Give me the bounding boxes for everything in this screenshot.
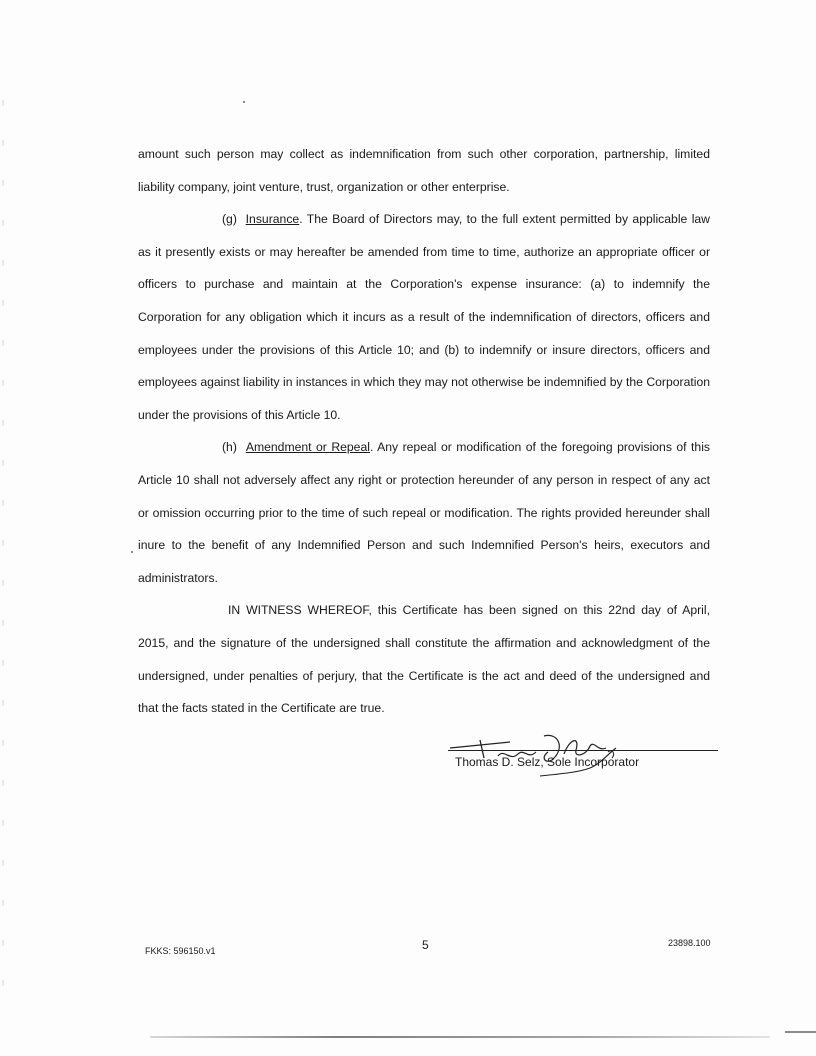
paragraph-witness: IN WITNESS WHEREOF, this Certificate has been signed on this 22nd day of April, 2015, and the signature of the undersigned shall constitute the affirmation and acknowledgment of the undersigned, under penalties of perjury, that the Certificate is the act and deed of the undersigned and that the facts stated in the Certificate are true. bbox=[138, 603, 710, 716]
signature-line bbox=[448, 750, 718, 751]
scan-edge-marks bbox=[2, 100, 4, 1000]
section-heading-amendment: Amendment or Repeal bbox=[245, 440, 370, 455]
section-heading-insurance: Insurance bbox=[245, 212, 300, 227]
paragraph-label: (g) bbox=[222, 212, 237, 227]
paragraph-insurance bbox=[138, 203, 710, 431]
footer-document-id: FKKS: 596150.v1 bbox=[145, 946, 216, 956]
paragraph-text: . The Board of Directors may, to the full extent permitted by applicable law as it presently exists or may hereafter be amended from time to time, authorize an appropriate officer or officers to purchase and maintain at the Corporation's expense insurance: (a) to indemnify the Corporation for any obligation which it incurs as a result of the indemnification of directors, officers and employees under the provisions of this Article 10; and (b) to indemnify or insure directors, officers and employees against liability in instances in which they may not otherwise be indemnified by the Corporation under the provisions of this Article 10. bbox=[138, 212, 710, 422]
document-body bbox=[138, 138, 710, 725]
scan-bottom-edge bbox=[785, 1031, 816, 1033]
paragraph-text: . Any repeal or modification of the foregoing provisions of this Article 10 shall not adversely affect any right or protection hereunder of any person in respect of any act or omission occurring prior to the time of such repeal or modification. The rights provided hereunder shall inure to the benefit of any Indemnified Person and such Indemnified Person's heirs, executors and administrators. bbox=[138, 440, 710, 585]
signatory-name: Thomas D. Selz, Sole Incorporator bbox=[455, 755, 640, 769]
scan-speck bbox=[243, 101, 245, 103]
paragraph-label: (h) bbox=[222, 440, 237, 455]
handwritten-signature bbox=[440, 718, 660, 778]
paragraph-amendment bbox=[138, 431, 710, 594]
paragraph-continuation: amount such person may collect as indemnification from such other corporation, partnership, limited liability company, joint venture, trust, organization or other enterprise. bbox=[138, 147, 710, 194]
scan-speck bbox=[131, 551, 133, 553]
page-number: 5 bbox=[422, 938, 429, 952]
footer-file-number: 23898.100 bbox=[668, 938, 711, 948]
scan-bottom-edge bbox=[150, 1036, 770, 1038]
